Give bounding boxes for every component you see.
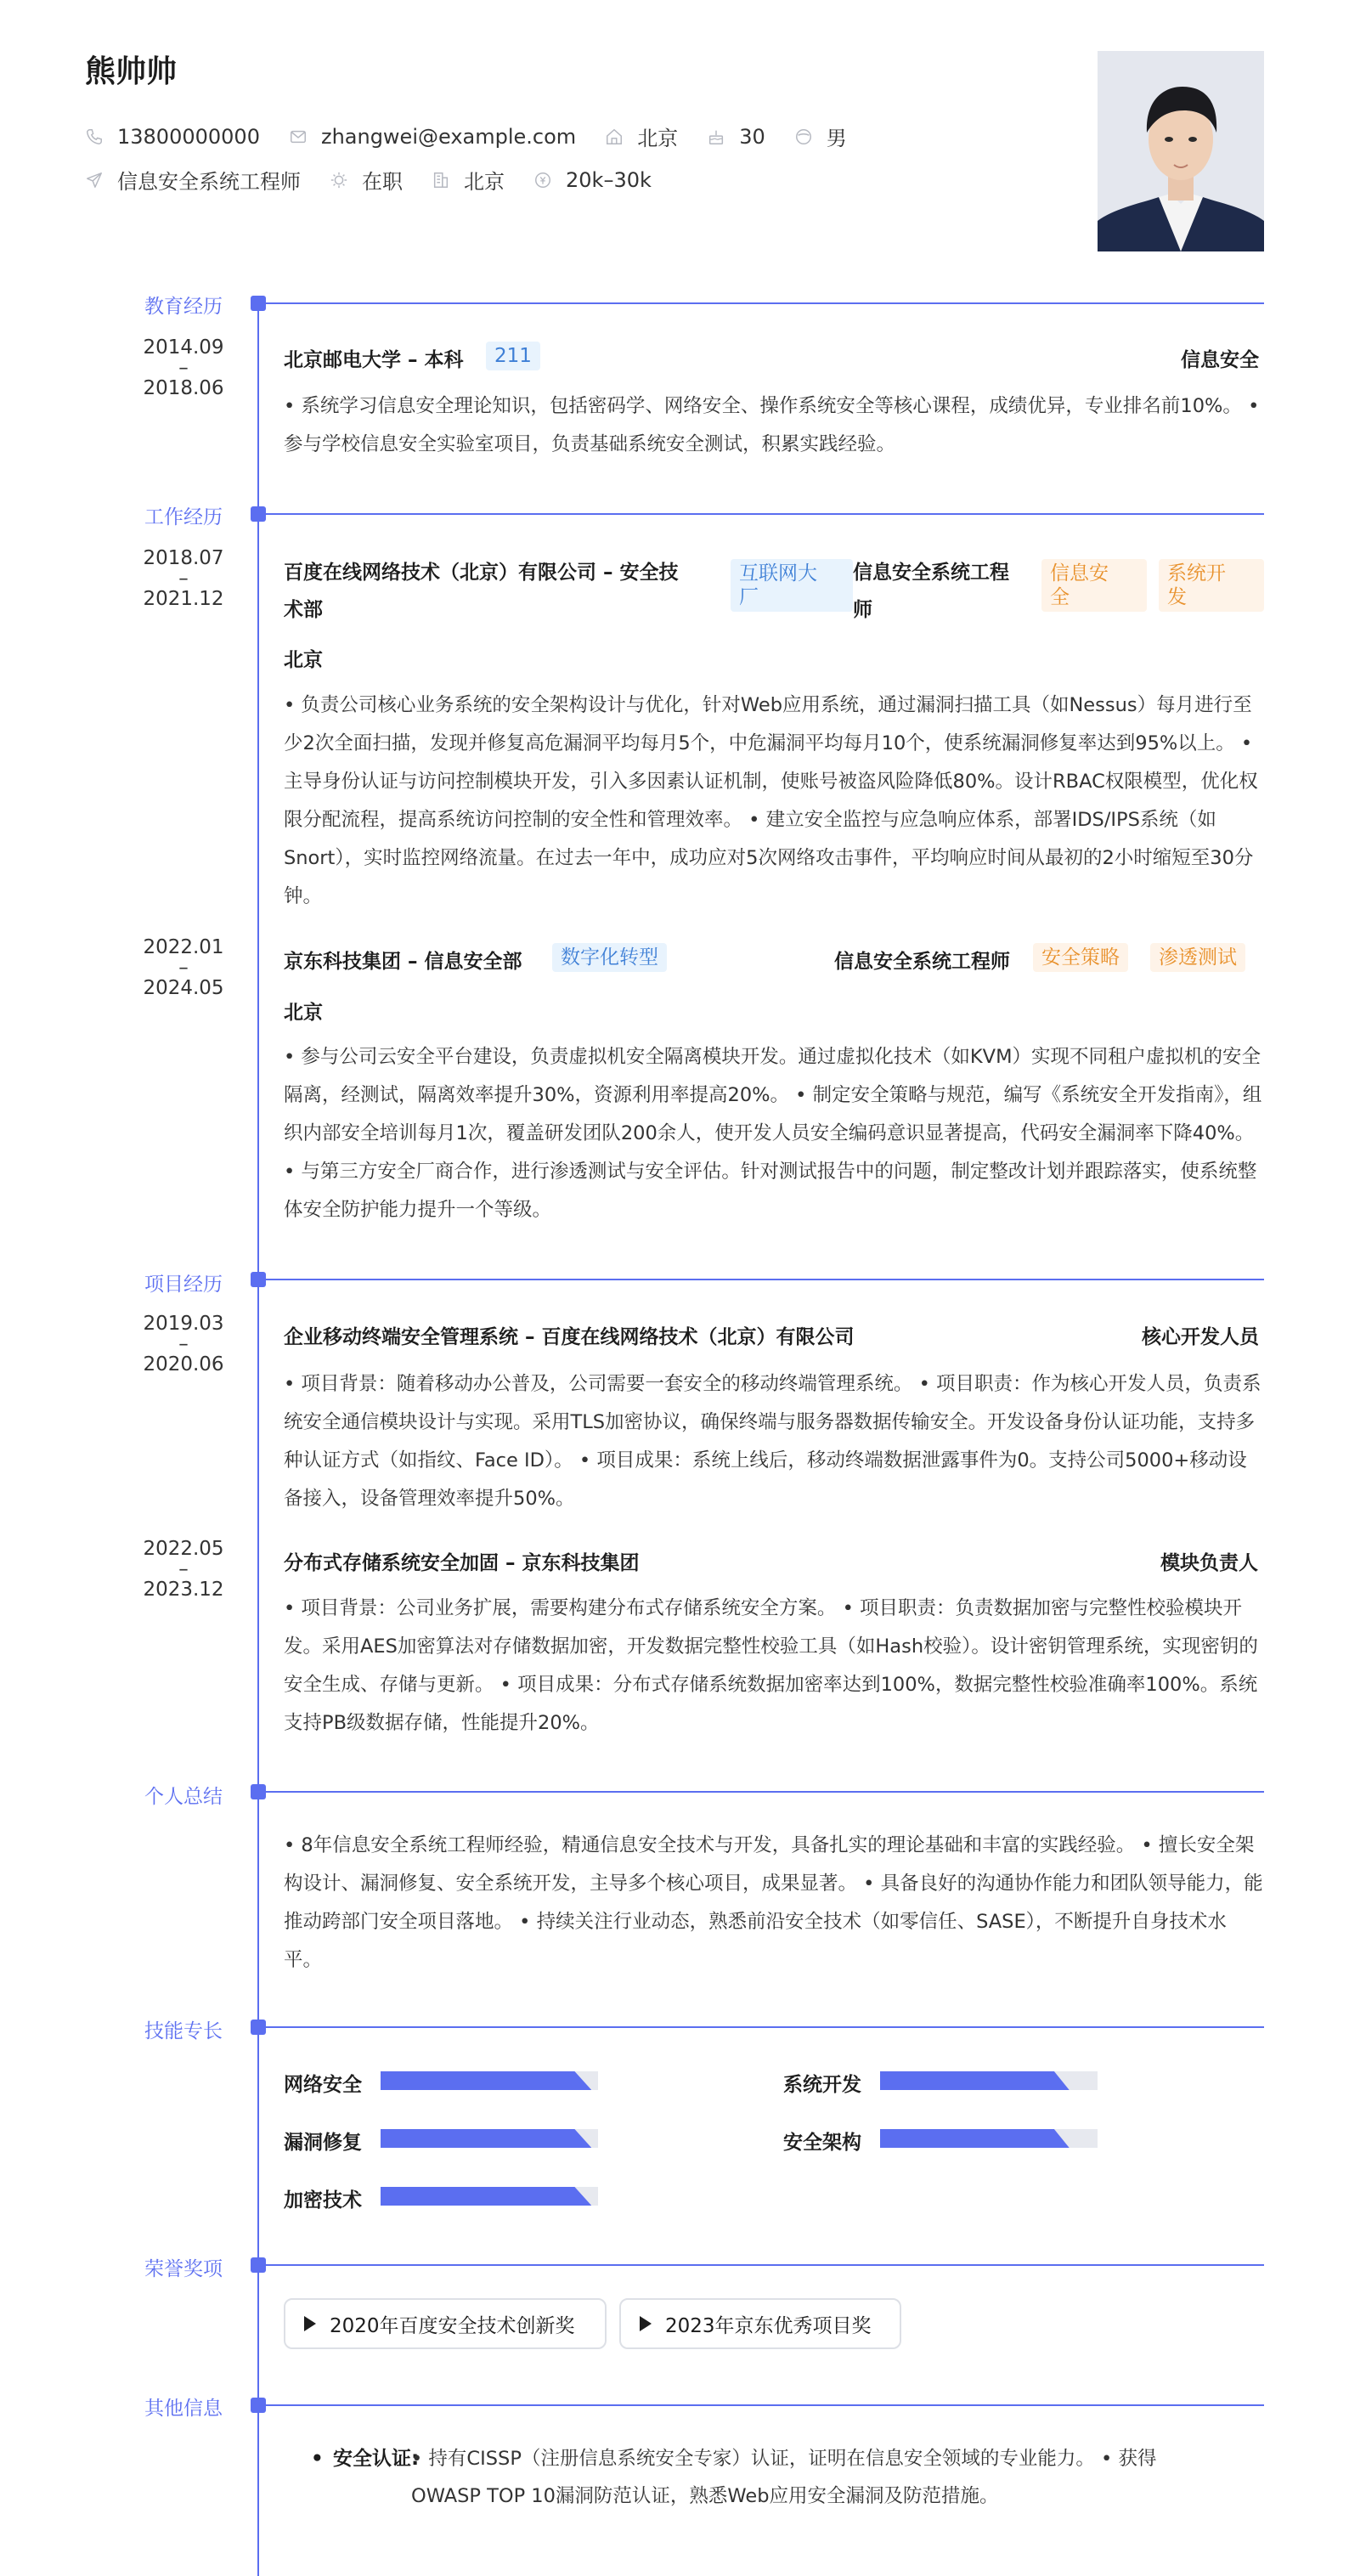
salary-text: 20k–30k (566, 167, 652, 192)
award-item[interactable] (284, 2298, 607, 2349)
work-skill-tag: 渗透测试 (1150, 943, 1245, 972)
education-major: 信息安全 (1181, 349, 1259, 371)
skill-name: 网络安全 (284, 2074, 362, 2096)
skill-name: 加密技术 (284, 2189, 362, 2212)
award-text: 2023年京东优秀项目奖 (665, 2314, 872, 2337)
skill-bar (880, 2071, 1098, 2090)
project-role: 核心开发人员 (1142, 1326, 1259, 1348)
work-city: 北京 (284, 1002, 323, 1024)
date-end: 2023.12 (143, 1579, 224, 1601)
home-icon (605, 127, 624, 146)
position-text: 信息安全系统工程师 (117, 170, 301, 194)
date-start: 2022.05 (143, 1538, 224, 1560)
skill-bar-fill (381, 2071, 591, 2090)
salary-info (533, 168, 652, 192)
city-text: 北京 (464, 170, 505, 194)
skill-bar (381, 2187, 598, 2206)
job-intent-row (85, 165, 680, 195)
skill-bar-fill (381, 2187, 591, 2206)
date-start: 2019.03 (143, 1313, 224, 1335)
cake-icon (707, 127, 725, 146)
candidate-name: 熊帅帅 (85, 54, 178, 89)
mail-icon (289, 127, 308, 146)
section-title-summary: 个人总结 (144, 1786, 223, 1808)
phone-info (85, 125, 260, 149)
section-title-education: 教育经历 (144, 296, 223, 318)
age-info (707, 125, 765, 149)
work-description: • 负责公司核心业务系统的安全架构设计与优化，针对Web应用系统，通过漏洞扫描工具（如Nessus）每月进行至少2次全面扫描，发现并修复高危漏洞平均每月5个，中危漏洞平均每月10个，使系统漏洞修复率达到95%以上。 • 主导身份认证与访问控制模块开发，引入多因素认证机制，使账号被盗风险降低80%。设计RBAC权限模型，优化权限分配流程，提高系统访问控制的安全性和管理效率。 • 建立安全监控与应急响应体系，部署IDS/IPS系统（如Snort），实时监控网络流量。在过去一年中，成功应对5次网络攻击事件，平均响应时间从最初的2小时缩短至30分钟。 (284, 694, 1258, 907)
education-date (127, 337, 240, 398)
date-end: 2018.06 (143, 377, 224, 399)
coin-icon (533, 171, 552, 189)
other-bullet: • (311, 2448, 324, 2470)
work-position: 信息安全系统工程师 (834, 951, 1010, 973)
date-start: 2018.07 (143, 547, 224, 569)
tag-line: 系统开 (1167, 562, 1226, 585)
work-skill-tag (1041, 559, 1147, 612)
project-description: • 项目背景：随着移动办公普及，公司需要一套安全的移动终端管理系统。 • 项目职责：作为核心开发人员，负责系统安全通信模块设计与实现。采用TLS加密协议，确保终端与服务器数据传输安全。开发设备身份认证功能，支持多种认证方式（如指纹、Face ID）。 • 项目成果：系统上线后，移动终端数据泄露事件为0。支持公司5000+移动设备接入，设备管理效率提升50%。 (284, 1373, 1262, 1510)
contact-row (85, 121, 876, 151)
section-marker (251, 2257, 266, 2273)
section-divider (266, 302, 1264, 304)
status-icon (330, 171, 348, 189)
section-title-awards: 荣誉奖项 (144, 2258, 223, 2280)
education-tag: 211 (486, 342, 540, 370)
work-skill-tag (1159, 559, 1264, 612)
date-end: 2021.12 (143, 588, 224, 610)
date-start: 2022.01 (143, 936, 224, 958)
tag-line: 发 (1167, 586, 1187, 608)
date-end: 2024.05 (143, 977, 224, 999)
user-face-icon (794, 127, 813, 146)
timeline-axis (257, 302, 259, 2576)
skill-bar-fill (381, 2129, 591, 2148)
tag-line: 信息安 (1050, 562, 1109, 585)
section-divider (266, 513, 1264, 515)
section-divider (266, 1279, 1264, 1280)
summary-text: • 8年信息安全系统工程师经验，精通信息安全技术与开发，具备扎实的理论基础和丰富的实践经验。 • 擅长安全架构设计、漏洞修复、安全系统开发，主导多个核心项目，成果显著。 • 具备良好的沟通协作能力和团队领导能力，能推动跨部门安全项目落地。 • 持续关注行业动态，熟悉前沿安全技术（如零信任、SASE），不断提升自身技术水平。 (284, 1834, 1263, 1971)
section-title-projects: 项目经历 (144, 1274, 223, 1296)
position-line: 信息安全系统工程 (853, 562, 1009, 584)
status-info (330, 165, 403, 195)
section-title-work: 工作经历 (144, 506, 223, 528)
education-title: 北京邮电大学 – 本科 (284, 349, 464, 371)
date-end: 2020.06 (143, 1353, 224, 1376)
skill-bar (381, 2129, 598, 2148)
project-date (127, 1539, 240, 1600)
section-divider (266, 1791, 1264, 1793)
phone-icon (85, 127, 104, 146)
skill-bar (880, 2129, 1098, 2148)
tag-line: 厂 (739, 586, 759, 608)
status-text: 在职 (362, 170, 403, 194)
skill-name: 系统开发 (783, 2074, 861, 2096)
work-description: • 参与公司云安全平台建设，负责虚拟机安全隔离模块开发。通过虚拟化技术（如KVM）实现不同租户虚拟机的安全隔离，经测试，隔离效率提升30%，资源利用率提高20%。 • 制定安全策略与规范，编写《系统安全开发指南》，组织内部安全培训每月1次，覆盖研发团队200余人，使开发人员安全编码意识显著提高，代码安全漏洞率下降40%。 • 与第三方安全厂商合作，进行渗透测试与安全评估。针对测试报告中的问题，制定整改计划并跟踪落实，使系统整体安全防护能力提升一个等级。 (284, 1046, 1262, 1221)
section-divider (266, 2026, 1264, 2028)
email-info (289, 125, 576, 149)
section-marker (251, 1272, 266, 1287)
date-separator: – (178, 957, 189, 979)
section-title-other: 其他信息 (144, 2398, 223, 2420)
section-divider (266, 2264, 1264, 2266)
other-label: 安全认证: (333, 2448, 420, 2470)
section-divider (266, 2404, 1264, 2406)
skill-bar (381, 2071, 598, 2090)
date-separator: – (178, 568, 189, 590)
project-title: 企业移动终端安全管理系统 – 百度在线网络技术（北京）有限公司 (284, 1326, 855, 1348)
other-text: • 持有CISSP（注册信息系统安全专家）认证，证明在信息安全领域的专业能力。 • 获得OWASP TOP 10漏洞防范认证，熟悉Web应用安全漏洞及防范措施。 (411, 2448, 1157, 2507)
skill-name: 漏洞修复 (284, 2132, 362, 2154)
date-start: 2014.09 (143, 336, 224, 359)
section-title-skills: 技能专长 (144, 2020, 223, 2042)
section-marker (251, 1784, 266, 1799)
work-title-line: 术部 (284, 599, 323, 621)
skill-bar-fill (880, 2129, 1070, 2148)
profile-photo (1098, 51, 1264, 251)
tag-line: 互联网大 (739, 562, 817, 585)
project-date (127, 1313, 240, 1375)
date-separator: – (178, 1333, 189, 1355)
date-separator: – (178, 1558, 189, 1580)
skill-name: 安全架构 (783, 2132, 861, 2154)
building-icon (432, 171, 450, 189)
send-icon (85, 171, 104, 189)
work-industry-tag: 数字化转型 (552, 943, 667, 972)
project-description: • 项目背景：公司业务扩展，需要构建分布式存储系统安全方案。 • 项目职责：负责数据加密与完整性校验模块开发。采用AES加密算法对存储数据加密，开发数据完整性校验工具（如Hash校验）。设计密钥管理系统，实现密钥的安全生成、存储与更新。 • 项目成果：分布式存储系统数据加密率达到100%，数据完整性校验准确率100%。系统支持PB级数据存储，性能提升20%。 (284, 1597, 1258, 1734)
location-text: 北京 (637, 127, 679, 150)
skill-bar-fill (880, 2071, 1070, 2090)
position-info (85, 165, 301, 195)
education-description: • 系统学习信息安全理论知识，包括密码学、网络安全、操作系统安全等核心课程，成绩优异，专业排名前10%。 • 参与学校信息安全实验室项目，负责基础系统安全测试，积累实践经验。 (284, 395, 1260, 455)
section-marker (251, 506, 266, 522)
project-role: 模块负责人 (1160, 1552, 1258, 1574)
award-text: 2020年百度安全技术创新奖 (330, 2314, 575, 2337)
age-text: 30 (739, 124, 765, 149)
section-marker (251, 2020, 266, 2035)
work-city: 北京 (284, 649, 323, 671)
work-industry-tag (731, 559, 853, 612)
work-skill-tag: 安全策略 (1033, 943, 1128, 972)
gender-text: 男 (826, 127, 847, 150)
position-line: 师 (853, 599, 872, 621)
work-title (284, 554, 679, 629)
project-title: 分布式存储系统安全加固 – 京东科技集团 (284, 1552, 640, 1574)
work-title: 京东科技集团 – 信息安全部 (284, 951, 522, 973)
tag-line: 全 (1050, 586, 1070, 608)
portrait-illustration (1098, 51, 1264, 251)
location-info (605, 121, 678, 151)
city-info (432, 165, 505, 195)
award-item[interactable] (619, 2298, 901, 2349)
gender-info (794, 121, 847, 151)
work-position (853, 554, 1009, 629)
work-date (127, 937, 240, 998)
play-icon (640, 2316, 652, 2331)
play-icon (304, 2316, 316, 2331)
date-separator: – (178, 357, 189, 379)
phone-text: 13800000000 (117, 124, 260, 149)
section-marker (251, 2398, 266, 2413)
section-marker (251, 296, 266, 311)
work-title-line: 百度在线网络技术（北京）有限公司 – 安全技 (284, 562, 679, 584)
work-date (127, 548, 240, 609)
email-text: zhangwei@example.com (320, 124, 577, 149)
